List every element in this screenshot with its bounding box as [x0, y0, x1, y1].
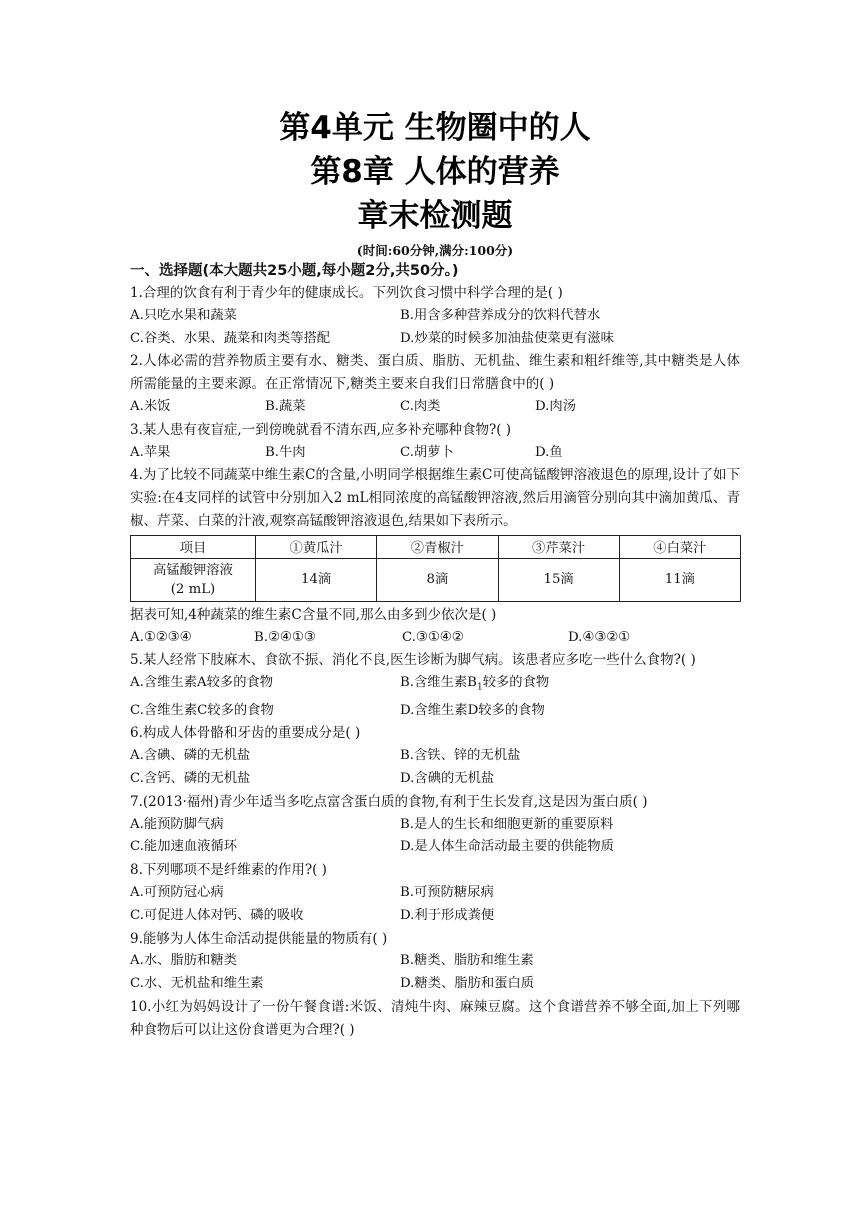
option-d: D.鱼 — [535, 444, 563, 460]
option-d: D.利于形成粪便 — [400, 907, 495, 923]
table-header: ①黄瓜汁 — [256, 535, 377, 558]
q1-options-row1 — [130, 305, 740, 328]
q5-options-row2 — [130, 700, 740, 723]
option-b: B.蔬菜 — [265, 398, 306, 414]
option-a: A.①②③④ — [130, 629, 192, 645]
option-b: B.含铁、锌的无机盐 — [400, 748, 521, 764]
q3-options — [130, 442, 740, 465]
option-b: B.牛肉 — [265, 444, 306, 460]
option-d: D.含维生素D较多的食物 — [400, 702, 545, 718]
option-d: D.含碘的无机盐 — [400, 771, 495, 786]
question-4: 4.为了比较不同蔬菜中维生素C的含量,小明同学根据维生素C可使高锰酸钾溶液退色的原理,设计了如下实验:在4支同样的试管中分别加入2 mL相同浓度的高锰酸钾溶液,然后用滴管分别向其中滴加黄瓜、青椒、芹菜、白菜的汁液,观察高锰酸钾溶液退色,结果如下表所示。 — [130, 467, 740, 529]
q8-options-row1 — [130, 882, 740, 905]
option-b: B.糖类、脂肪和维生素 — [400, 953, 534, 969]
question-9: 9.能够为人体生命活动提供能量的物质有( ) — [130, 930, 388, 947]
option-a: A.只吃水果和蔬菜 — [130, 307, 237, 323]
option-c: C.水、无机盐和维生素 — [130, 976, 264, 992]
q7-options-row1 — [130, 814, 740, 837]
option-d: D.炒菜的时候多加油盐使菜更有滋味 — [400, 330, 614, 346]
option-c: C.胡萝卜 — [400, 444, 454, 460]
q9-options-row1 — [130, 950, 740, 973]
option-b: B.②④①③ — [254, 629, 316, 645]
document-page — [130, 0, 740, 1042]
option-c: C.能加速血液循环 — [130, 839, 238, 855]
row-label-line1: 高锰酸钾溶液 — [153, 562, 233, 578]
experiment-table — [130, 535, 741, 602]
option-d: D.是人体生命活动最主要的供能物质 — [400, 839, 614, 855]
option-d: D.糖类、脂肪和蛋白质 — [400, 976, 535, 992]
option-b — [400, 672, 670, 699]
unit-title: 第4单元 生物圈中的人 — [279, 110, 591, 146]
option-a: A.含维生素A较多的食物 — [130, 675, 274, 691]
option-b: B.是人的生长和细胞更新的重要原料 — [400, 816, 614, 832]
q5-options-row1 — [130, 672, 740, 699]
chapter-title: 第8章 人体的营养 — [310, 154, 560, 190]
option-a: A.可预防冠心病 — [130, 884, 224, 900]
table-header: ③芹菜汁 — [498, 535, 619, 558]
option-c: C.③①④② — [402, 629, 464, 645]
option-a: A.含碘、磷的无机盐 — [130, 748, 251, 764]
section-heading: 一、选择题(本大题共25小题,每小题2分,共50分。) — [130, 263, 459, 279]
option-c: C.含钙、磷的无机盐 — [130, 771, 251, 786]
option-b-text: B.含维生素B — [400, 675, 477, 691]
question-2: 2.人体必需的营养物质主要有水、糖类、蛋白质、脂肪、无机盐、维生素和粗纤维等,其中糖类是人体所需能量的主要来源。在正常情况下,糖类主要来自我们日常膳食中的( ) — [130, 353, 740, 393]
option-a: A.能预防脚气病 — [130, 816, 224, 832]
question-8: 8.下列哪项不是纤维素的作用?( ) — [130, 862, 327, 879]
option-d: D.肉汤 — [535, 398, 577, 414]
option-b: B.用含多种营养成分的饮料代替水 — [400, 307, 601, 323]
option-c: C.含维生素C较多的食物 — [130, 702, 274, 718]
q7-options-row2 — [130, 836, 740, 859]
option-c: C.谷类、水果、蔬菜和肉类等搭配 — [130, 330, 331, 346]
question-1: 1.合理的饮食有利于青少年的健康成长。下列饮食习惯中科学合理的是( ) — [130, 285, 563, 301]
option-b-text-end: 较多的食物 — [482, 675, 550, 691]
option-a: A.水、脂肪和糖类 — [130, 953, 237, 969]
table-header: ②青椒汁 — [377, 535, 498, 558]
subscript: 1 — [476, 682, 483, 693]
option-c: C.可促进人体对钙、磷的吸收 — [130, 907, 304, 923]
test-title: 章末检测题 — [357, 198, 513, 234]
option-a: A.米饭 — [130, 398, 171, 414]
row-label — [131, 558, 256, 601]
option-c: C.肉类 — [400, 398, 441, 414]
table-header: ④白菜汁 — [619, 535, 740, 558]
question-10: 10.小红为妈妈设计了一份午餐食谱:米饭、清炖牛肉、麻辣豆腐。这个食谱营养不够全面,加上下列哪种食物后可以让这份食谱更为合理?( ) — [130, 998, 740, 1038]
table-header: 项目 — [131, 535, 256, 558]
q4-options — [130, 627, 740, 650]
table-cell: 11滴 — [619, 558, 740, 601]
q9-options-row2 — [130, 973, 740, 996]
q2-options — [130, 396, 740, 419]
q1-options-row2 — [130, 328, 740, 351]
option-a: A.苹果 — [130, 444, 171, 460]
option-b: B.可预防糖尿病 — [400, 884, 494, 900]
question-3: 3.某人患有夜盲症,一到傍晚就看不清东西,应多补充哪种食物?( ) — [130, 421, 512, 438]
question-5: 5.某人经常下肢麻木、食欲不振、消化不良,医生诊断为脚气病。该患者应多吃一些什么食物?( ) — [130, 652, 696, 669]
q6-options-row1 — [130, 745, 740, 768]
table-header-row — [131, 535, 741, 558]
table-cell: 15滴 — [498, 558, 619, 601]
q8-options-row2 — [130, 905, 740, 928]
option-d: D.④③②① — [568, 629, 631, 645]
table-row — [131, 558, 741, 601]
question-6: 6.构成人体骨骼和牙齿的重要成分是( ) — [130, 725, 361, 742]
row-label-line2: (2 mL) — [170, 581, 216, 597]
exam-info: (时间:60分钟,满分:100分) — [356, 243, 514, 258]
q6-options-row2 — [130, 768, 740, 791]
question-4-followup: 据表可知,4种蔬菜的维生素C含量不同,那么由多到少依次是( ) — [130, 606, 497, 623]
table-cell: 8滴 — [377, 558, 498, 601]
question-7: 7.(2013·福州)青少年适当多吃点富含蛋白质的食物,有利于生长发育,这是因为蛋白质( ) — [130, 793, 648, 810]
table-cell: 14滴 — [256, 558, 377, 601]
